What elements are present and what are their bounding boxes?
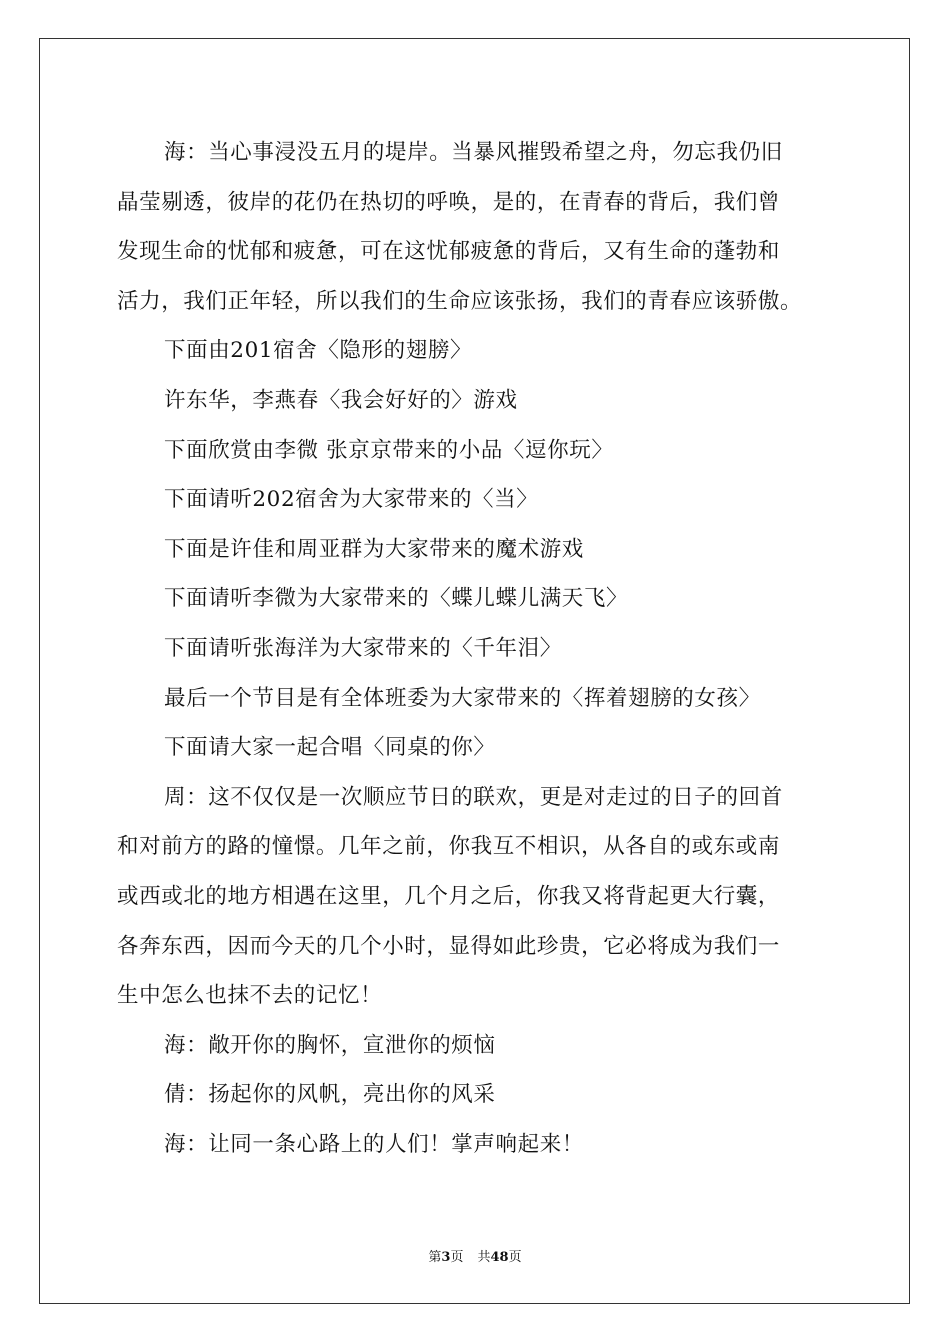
program-item: 下面欣赏由李微 张京京带来的小品〈逗你玩〉 — [164, 437, 614, 463]
program-item: 下面是许佳和周亚群为大家带来的魔术游戏 — [164, 536, 584, 562]
total-prefix: 共 — [477, 1250, 491, 1265]
program-item: 下面请大家一起合唱〈同桌的你〉 — [164, 735, 496, 761]
paragraph-line: 生中怎么也抹不去的记忆！ — [117, 983, 383, 1009]
program-item: 下面由201宿舍〈隐形的翅膀〉 — [164, 338, 473, 364]
page-footer — [0, 1246, 950, 1265]
total-pages: 48 — [490, 1250, 509, 1265]
page-number: 3 — [441, 1250, 451, 1265]
program-item: 许东华，李燕春〈我会好好的〉游戏 — [164, 387, 518, 413]
dialogue-line: 海：敞开你的胸怀，宣泄你的烦恼 — [164, 1032, 496, 1058]
dialogue-line: 倩：扬起你的风帆，亮出你的风采 — [164, 1082, 496, 1108]
paragraph-line: 周：这不仅仅是一次顺应节日的联欢，更是对走过的日子的回首 — [164, 784, 783, 810]
dialogue-line: 海：让同一条心路上的人们！掌声响起来！ — [164, 1131, 584, 1157]
document-body — [117, 128, 837, 1169]
program-item: 下面请听张海洋为大家带来的〈千年泪〉 — [164, 635, 562, 661]
page-prefix: 第 — [428, 1250, 442, 1265]
paragraph-line: 发现生命的忧郁和疲惫，可在这忧郁疲惫的背后，又有生命的蓬勃和 — [117, 239, 781, 265]
program-item: 下面请听202宿舍为大家带来的〈当〉 — [164, 487, 539, 513]
page-suffix: 页 — [450, 1250, 464, 1265]
program-item: 最后一个节目是有全体班委为大家带来的〈挥着翅膀的女孩〉 — [164, 685, 761, 711]
paragraph-line: 晶莹剔透，彼岸的花仍在热切的呼唤，是的，在青春的背后，我们曾 — [117, 189, 781, 215]
total-suffix: 页 — [508, 1250, 522, 1265]
paragraph-line: 或西或北的地方相遇在这里，几个月之后，你我又将背起更大行囊， — [117, 883, 781, 909]
paragraph-line: 海：当心事浸没五月的堤岸。当暴风摧毁希望之舟，勿忘我仍旧 — [164, 140, 783, 165]
program-item: 下面请听李微为大家带来的〈蝶儿蝶儿满天飞〉 — [164, 586, 629, 612]
paragraph-line: 活力，我们正年轻，所以我们的生命应该张扬，我们的青春应该骄傲。 — [117, 288, 803, 314]
paragraph-line: 和对前方的路的憧憬。几年之前，你我互不相识，从各自的或东或南 — [117, 834, 781, 860]
paragraph-line: 各奔东西，因而今天的几个小时，显得如此珍贵，它必将成为我们一 — [117, 933, 781, 959]
